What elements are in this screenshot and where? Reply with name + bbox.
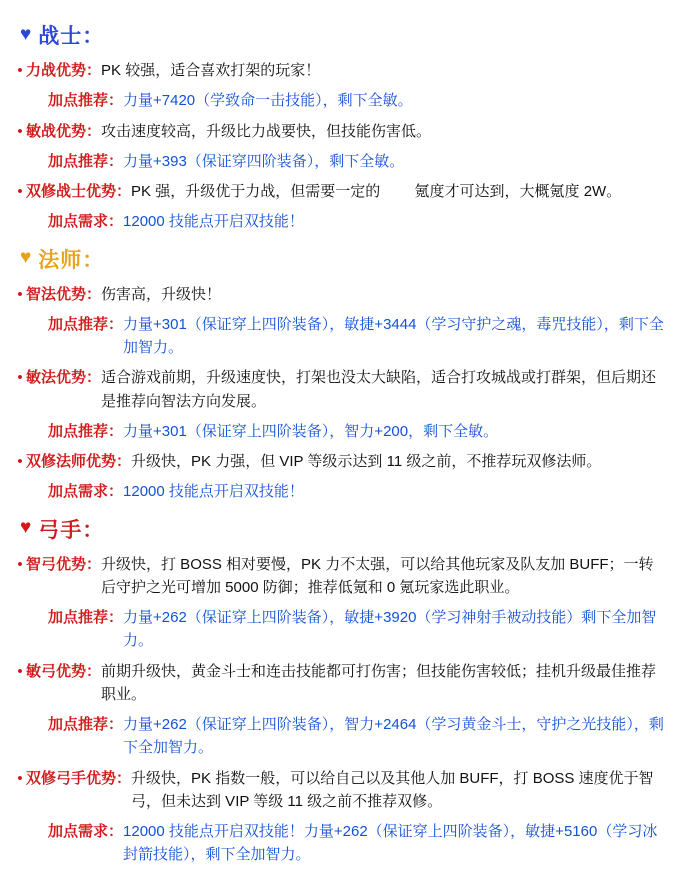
entry-line	[14, 366, 665, 413]
entry-line	[36, 150, 665, 173]
entry-line	[14, 120, 665, 143]
entry-text: 力量+301（保证穿上四阶装备），敏捷+3444（学习守护之魂，毒咒技能），剩下全加智力。	[123, 315, 664, 356]
entry-line	[14, 450, 665, 473]
bullet-icon: •	[17, 555, 23, 573]
entry-line	[36, 606, 665, 653]
entry-label: 加点推荐：	[48, 716, 124, 733]
entry-text: 力量+301（保证穿上四阶装备），智力+200，剩下全敏。	[123, 422, 499, 440]
entry-text: 力量+7420（学致命一击技能），剩下全敏。	[123, 92, 413, 110]
entry-line	[36, 713, 665, 760]
heart-icon: ♥	[20, 23, 32, 45]
entry-label: 敏法优势：	[26, 369, 102, 387]
entry-text: 升级快，打 BOSS 相对要慢，PK 力不太强，可以给其他玩家及队友加 BUFF；一转后守护之光可增加 5000 防御；推荐低氪和 0 氪玩家选此职业。	[101, 555, 654, 596]
bullet-icon: •	[17, 285, 23, 303]
bullet-icon: •	[17, 122, 23, 140]
entry-line	[36, 210, 665, 233]
entry-text: 升级快，PK 指数一般，可以给自己以及其他人加 BUFF，打 BOSS 速度优于智弓，但未达到 VIP 等级 11 级之前不推荐双修。	[131, 769, 654, 810]
entry-line	[14, 59, 665, 82]
entry-text: PK 较强，适合喜欢打架的玩家！	[101, 62, 321, 79]
bullet-icon: •	[17, 769, 23, 787]
bullet-icon: •	[17, 662, 23, 680]
section-title: 法师：	[38, 248, 105, 272]
entry-text: 前期升级快，黄金斗士和连击技能都可打伤害；但技能伤害较低；挂机升级最佳推荐职业。	[101, 662, 657, 703]
entry-line	[14, 180, 665, 203]
section-title: 弓手：	[38, 518, 105, 542]
entry-text: PK 强，升级优于力战，但需要一定的 氪度才可达到，大概氪度 2W。	[131, 183, 622, 200]
entry-label: 加点推荐：	[48, 152, 124, 170]
entry-label: 敏弓优势：	[26, 662, 102, 680]
section-archer	[14, 514, 665, 867]
entry-label: 加点推荐：	[48, 315, 124, 333]
entry-line	[14, 283, 665, 306]
entry-line	[36, 820, 665, 867]
entry-text: 力量+393（保证穿四阶装备），剩下全敏。	[123, 152, 405, 170]
entry-line	[36, 89, 665, 112]
entry-label: 双修弓手优势：	[26, 769, 132, 787]
entry-label: 加点需求：	[48, 483, 124, 501]
entry-line	[14, 767, 665, 814]
entry-label: 力战优势：	[26, 62, 102, 79]
entry-text: 力量+262（保证穿上四阶装备），敏捷+3920（学习神射手被动技能）剩下全加智力。	[123, 609, 657, 650]
section-mage	[14, 244, 665, 504]
entry-text: 12000 技能点开启双技能！力量+262（保证穿上四阶装备），敏捷+5160（学习冰封箭技能），剩下全加智力。	[123, 823, 658, 864]
entry-label: 加点需求：	[48, 823, 124, 840]
bullet-icon: •	[17, 369, 23, 387]
bullet-icon: •	[17, 62, 23, 79]
entry-text: 力量+262（保证穿上四阶装备），智力+2464（学习黄金斗士，守护之光技能），剩下全加智力。	[123, 716, 664, 757]
sections-container	[14, 20, 665, 867]
entry-line	[14, 660, 665, 707]
entry-label: 智弓优势：	[26, 555, 102, 573]
entry-text: 升级快，PK 力强，但 VIP 等级示达到 11 级之前，不推荐玩双修法师。	[131, 453, 602, 470]
entry-text: 攻击速度较高，升级比力战要快，但技能伤害低。	[101, 122, 432, 140]
entry-label: 加点推荐：	[48, 422, 124, 440]
bullet-icon: •	[17, 183, 23, 200]
heart-icon: ♥	[20, 247, 32, 268]
entry-label: 加点推荐：	[48, 609, 124, 626]
section-warrior	[14, 20, 665, 234]
entry-text: 适合游戏前期，升级速度快，打架也没太大缺陷，适合打攻城战或打群架，但后期还是推荐向智法方向发展。	[101, 369, 657, 410]
entry-label: 敏战优势：	[26, 122, 102, 140]
entry-label: 双修战士优势：	[26, 183, 132, 200]
heart-icon: ♥	[20, 517, 32, 538]
entry-line	[36, 313, 665, 360]
section-title: 战士：	[38, 25, 105, 48]
entry-line	[36, 480, 665, 503]
entry-text: 12000 技能点开启双技能！	[123, 483, 304, 501]
section-header	[20, 514, 665, 544]
entry-label: 加点推荐：	[48, 92, 124, 110]
entry-text: 伤害高，升级快！	[101, 285, 222, 303]
entry-label: 智法优势：	[26, 285, 102, 303]
entry-label: 加点需求：	[48, 213, 124, 231]
section-header	[20, 244, 665, 274]
bullet-icon: •	[17, 453, 23, 470]
entry-text: 12000 技能点开启双技能！	[123, 213, 304, 231]
entry-line	[14, 553, 665, 600]
entry-label: 双修法师优势：	[26, 453, 132, 470]
section-header	[20, 20, 665, 50]
entry-line	[36, 420, 665, 443]
